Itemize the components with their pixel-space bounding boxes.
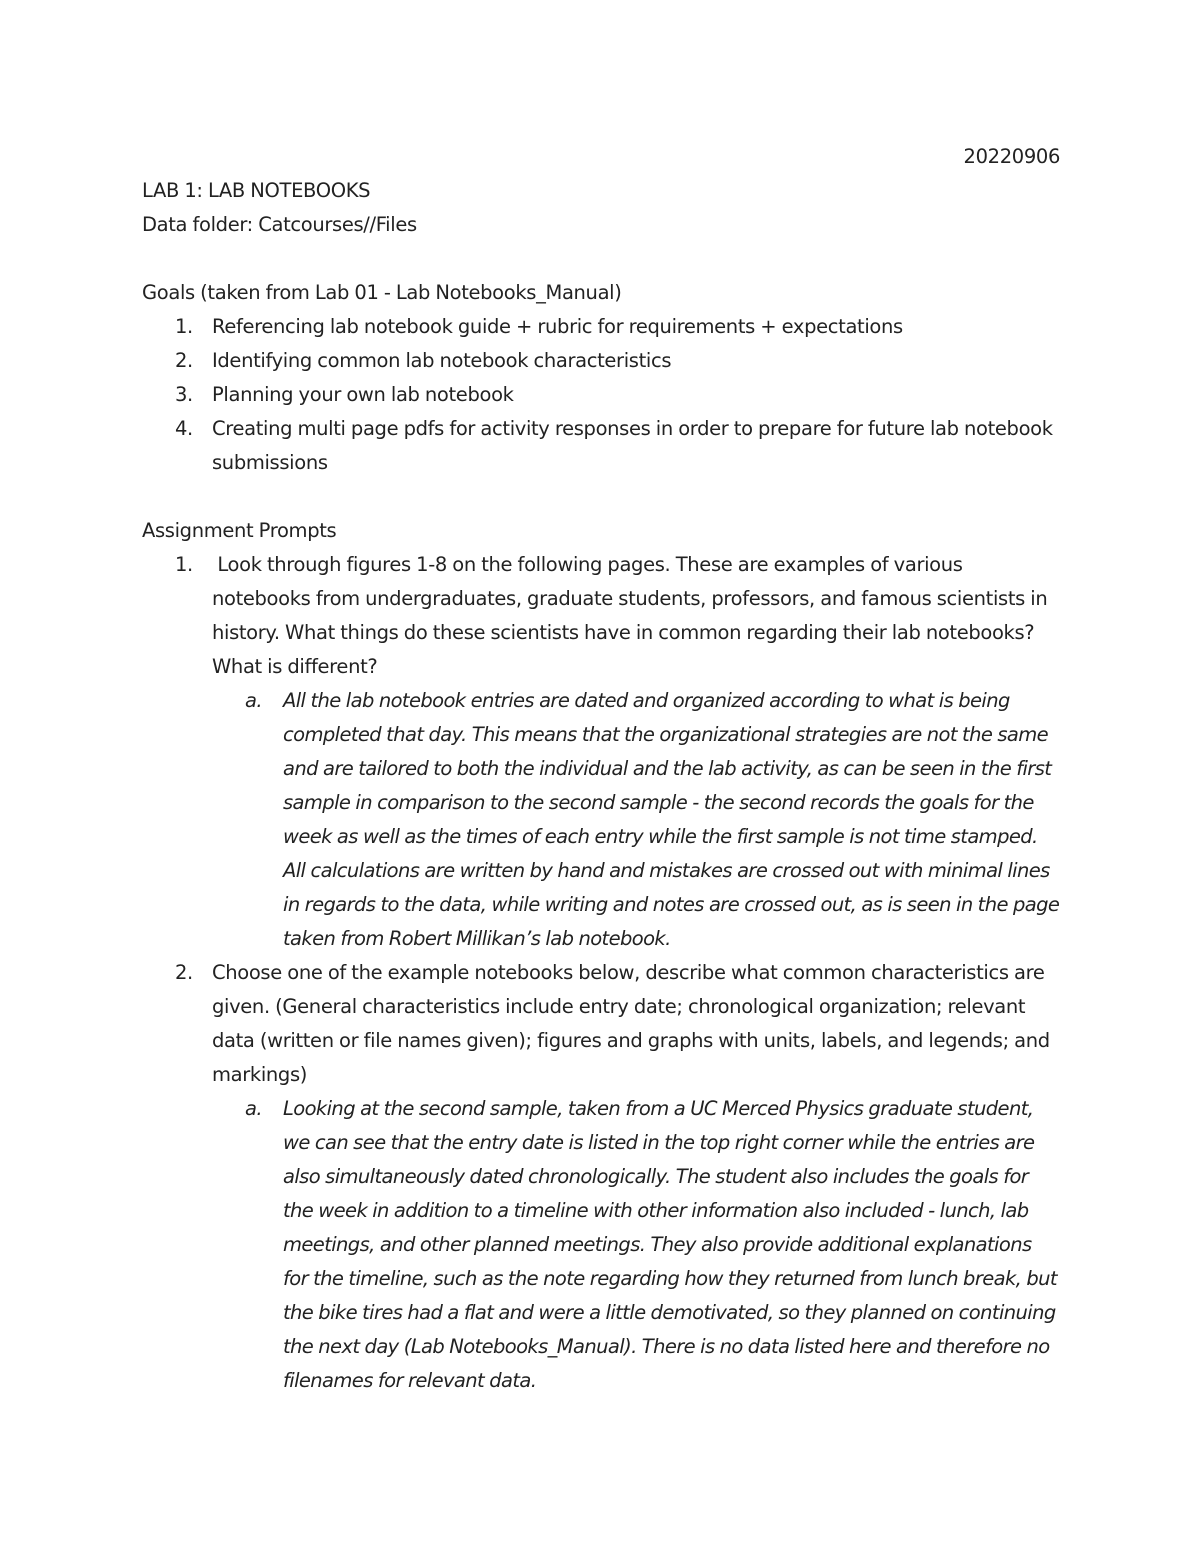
goals-list [142, 310, 1060, 480]
goals-heading: Goals (taken from Lab 01 - Lab Notebooks_Manual) [142, 281, 622, 304]
goal-marker: 4. [175, 417, 193, 440]
answer-text: Looking at the second sample, taken from a UC Merced Physics graduate student, we can see that the entry date is listed in the top right corner while the entries are also simultaneously dated chronologically. The student also includes the goals for the week in addition to a timeline with other information also included - lunch, lab meetings, and other planned meetings. They also provide additional explanations for the timeline, such as the note regarding how they returned from lunch break, but the bike tires had a flat and were a little demotivated, so they planned on continuing the next day (Lab Notebooks_Manual). There is no data listed here and therefore no filenames for relevant data. [283, 1097, 1057, 1392]
prompt-item [142, 956, 1060, 1398]
spacer [142, 242, 1060, 276]
goal-marker: 3. [175, 383, 193, 406]
goal-text: Identifying common lab notebook characteristics [212, 349, 672, 372]
answer-marker: a. [245, 689, 262, 712]
goal-text: Referencing lab notebook guide + rubric for requirements + expectations [212, 315, 903, 338]
answer-list [212, 684, 1060, 956]
lab-title: LAB 1: LAB NOTEBOOKS [142, 179, 371, 202]
prompts-heading: Assignment Prompts [142, 519, 337, 542]
goal-marker: 1. [175, 315, 193, 338]
prompt-text: Look through figures 1-8 on the following pages. These are examples of various notebooks from undergraduates, graduate students, professors, and famous scientists in history. What things do these scientists have in common regarding their lab notebooks? What is different? [212, 553, 1053, 678]
prompt-text: Choose one of the example notebooks below, describe what common characteristics are given. (General characteristics include entry date; chronological organization; relevant data (written or file names given); figures and graphs with units, labels, and legends; and markings) [212, 961, 1050, 1086]
goal-text: Creating multi page pdfs for activity responses in order to prepare for future lab notebook submissions [212, 417, 1053, 474]
document-content [142, 140, 1060, 1398]
goal-item [142, 412, 1060, 480]
answer-marker: a. [245, 1097, 262, 1120]
data-folder-line: Data folder: Catcourses//Files [142, 213, 417, 236]
answer-item [212, 1092, 1060, 1398]
spacer [142, 480, 1060, 514]
goal-item [142, 310, 1060, 344]
goal-item [142, 378, 1060, 412]
entry-date: 20220906 [963, 145, 1060, 168]
prompts-list [142, 548, 1060, 1398]
goal-marker: 2. [175, 349, 193, 372]
prompt-item [142, 548, 1060, 956]
goal-text: Planning your own lab notebook [212, 383, 514, 406]
prompt-marker: 1. [175, 553, 193, 576]
answer-text: All the lab notebook entries are dated and organized according to what is being completed that day. This means that the organizational strategies are not the same and are tailored to both the individual and the lab activity, as can be seen in the first sample in comparison to the second sample - the second records the goals for the week as well as the times of each entry while the first sample is not time stamped. All calculations are written by hand and mistakes are crossed out with minimal lines in regards to the data, while writing and notes are crossed out, as is seen in the page taken from Robert Millikan’s lab notebook. [283, 689, 1060, 950]
prompt-marker: 2. [175, 961, 193, 984]
answer-list [212, 1092, 1060, 1398]
goal-item [142, 344, 1060, 378]
answer-item [212, 684, 1060, 956]
